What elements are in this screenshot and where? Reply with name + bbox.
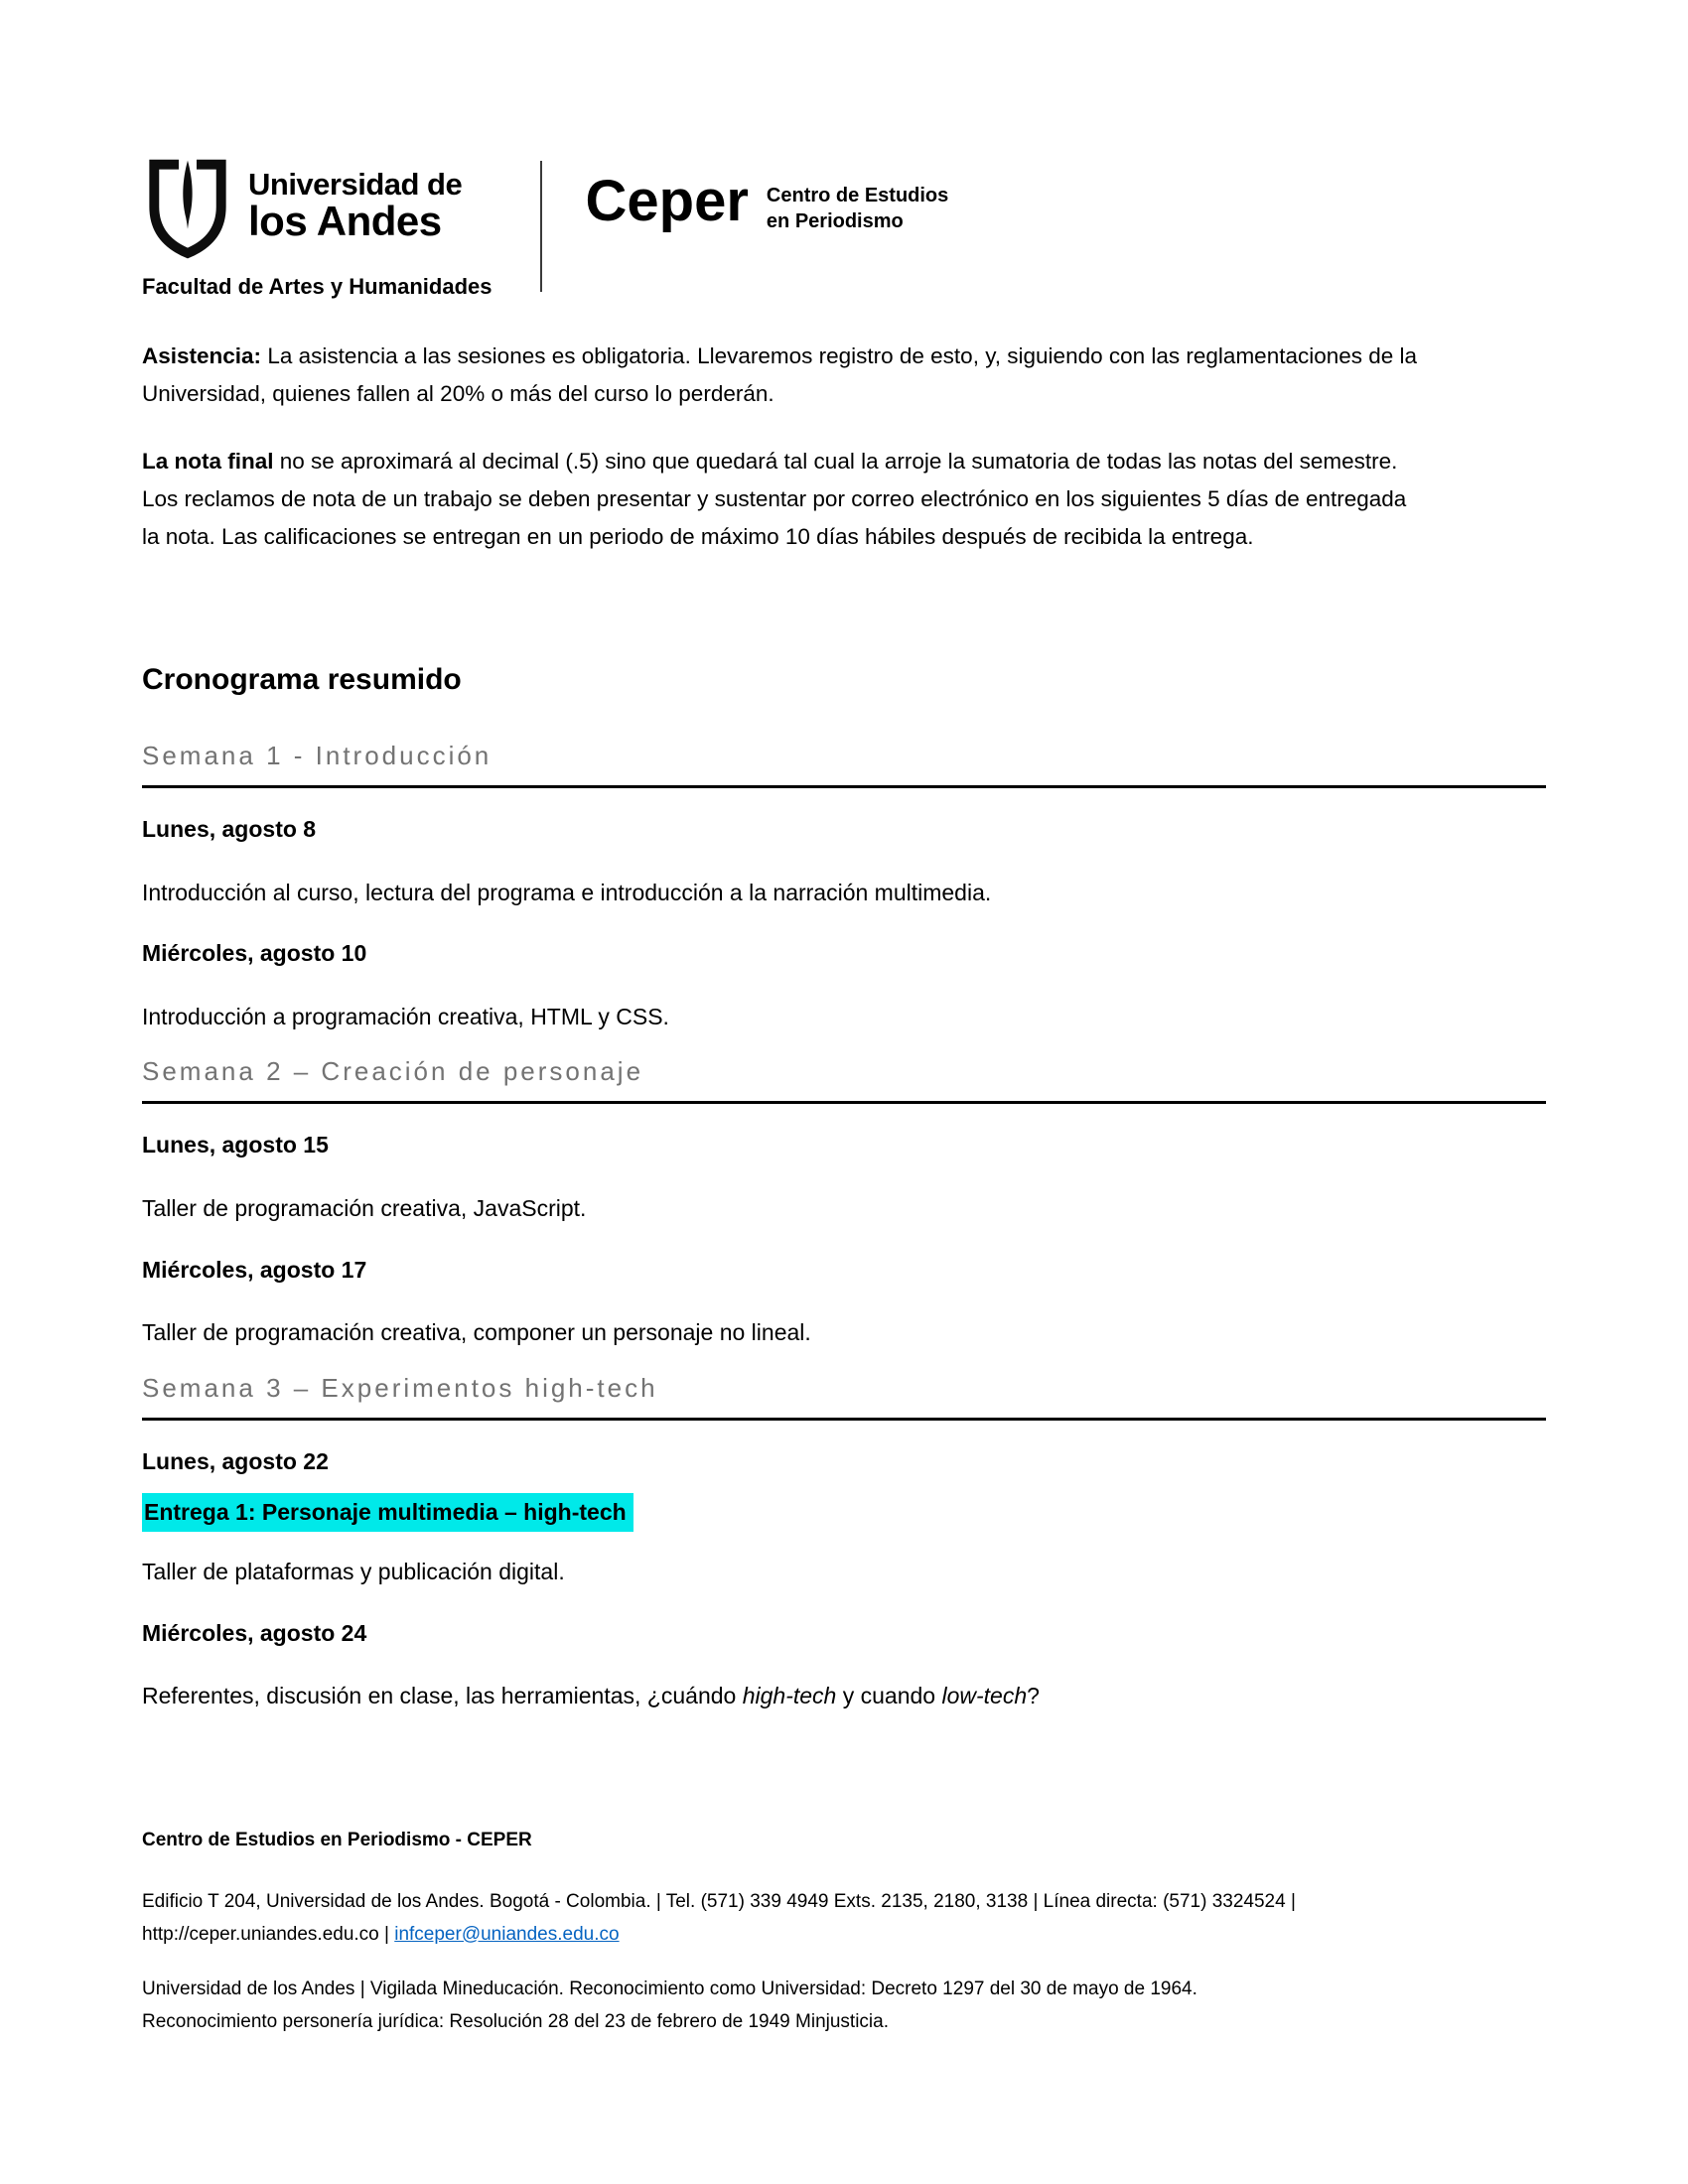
ceper-subtitle-line1: Centro de Estudios (766, 185, 949, 206)
entry-date-aug-10: Miércoles, agosto 10 (142, 940, 367, 967)
final-grade-paragraph (142, 443, 1423, 556)
attendance-text: La asistencia a las sesiones es obligatoria. Llevaremos registro de esto, y, siguiendo con las reglamentaciones de la Universidad, quienes fallen al 20% o más del curso lo perderán. (142, 343, 1418, 406)
entry-date-aug-24: Miércoles, agosto 24 (142, 1619, 367, 1646)
week-1-header: Semana 1 - Introducción (142, 741, 1546, 788)
page-footer (142, 1830, 1546, 2038)
ceper-wordmark: Ceper (585, 169, 749, 233)
attendance-paragraph (142, 338, 1423, 413)
footer-legal-line2: Reconocimiento personería jurídica: Resolución 28 del 23 de febrero de 1949 Minjusticia. (142, 2010, 889, 2032)
footer-legal-line1: Universidad de los Andes | Vigilada Mineducación. Reconocimiento como Universidad: Decreto 1297 del 30 de mayo de 1964. (142, 1978, 1197, 1999)
entry-date-aug-15: Lunes, agosto 15 (142, 1132, 329, 1159)
desc-aug-24-italic-low-tech: low-tech (941, 1683, 1028, 1709)
entry-desc-aug-10: Introducción a programación creativa, HTML y CSS. (142, 1003, 669, 1029)
entry-date-aug-8: Lunes, agosto 8 (142, 816, 317, 842)
week-2-header: Semana 2 – Creación de personaje (142, 1056, 1546, 1104)
uniandes-logo (142, 157, 492, 300)
schedule-title: Cronograma resumido (142, 663, 462, 696)
footer-contact-line1: Edificio T 204, Universidad de los Andes. Bogotá - Colombia. | Tel. (571) 339 4949 Exts. 2135, 2180, 3138 | Línea directa: (571) 3324524 | (142, 1890, 1296, 1912)
entry-desc-aug-22: Taller de plataformas y publicación digital. (142, 1558, 565, 1584)
final-grade-text: no se aproximará al decimal (.5) sino que quedará tal cual la arroje la sumatoria de todas las notas del semestre. Los reclamos de nota de un trabajo se deben presentar y sustentar por correo electrónico en los siguientes 5 días de entregada la nota. Las calificaciones se entregan en un periodo de máximo 10 días hábiles después de recibida la entrega. (142, 449, 1407, 549)
entry-desc-aug-17: Taller de programación creativa, componer un personaje no lineal. (142, 1319, 811, 1346)
footer-contact-line2: http://ceper.uniandes.edu.co | (142, 1923, 395, 1945)
desc-aug-24-pre: Referentes, discusión en clase, las herramientas, ¿cuándo (142, 1683, 743, 1709)
footer-contact (142, 1885, 1546, 1951)
desc-aug-24-italic-high-tech: high-tech (742, 1683, 837, 1709)
uniandes-shield-icon (142, 157, 233, 262)
final-grade-lead: La nota final (142, 449, 274, 474)
entry-date-aug-17: Miércoles, agosto 17 (142, 1256, 367, 1283)
university-name-line2: los Andes (248, 197, 442, 244)
footer-title: Centro de Estudios en Periodismo - CEPER (142, 1829, 532, 1850)
week-3-header: Semana 3 – Experimentos high-tech (142, 1373, 1546, 1421)
desc-aug-24-end: ? (1027, 1683, 1040, 1709)
deliverable-line (142, 1499, 1546, 1527)
uniandes-logo-row (142, 157, 492, 262)
desc-aug-24-mid: y cuando (836, 1683, 942, 1709)
entry-desc-aug-8: Introducción al curso, lectura del programa e introducción a la narración multimedia. (142, 879, 992, 905)
ceper-subtitle (767, 173, 948, 234)
university-name-line1: Universidad de (248, 167, 463, 202)
ceper-subtitle-line2: en Periodismo (766, 210, 904, 232)
deliverable-highlight: Entrega 1: Personaje multimedia – high-tech (142, 1493, 633, 1532)
faculty-name: Facultad de Artes y Humanidades (142, 274, 492, 299)
entry-desc-aug-15: Taller de programación creativa, JavaScript. (142, 1194, 587, 1221)
footer-legal (142, 1973, 1546, 2038)
document-header (142, 0, 1546, 300)
email-link[interactable]: infceper@uniandes.edu.co (394, 1923, 620, 1945)
university-wordmark (248, 157, 462, 242)
entry-desc-aug-24 (142, 1683, 1423, 1710)
attendance-lead: Asistencia: (142, 343, 262, 368)
header-divider (540, 161, 542, 292)
ceper-logo (586, 157, 949, 234)
entry-date-aug-22: Lunes, agosto 22 (142, 1447, 329, 1474)
